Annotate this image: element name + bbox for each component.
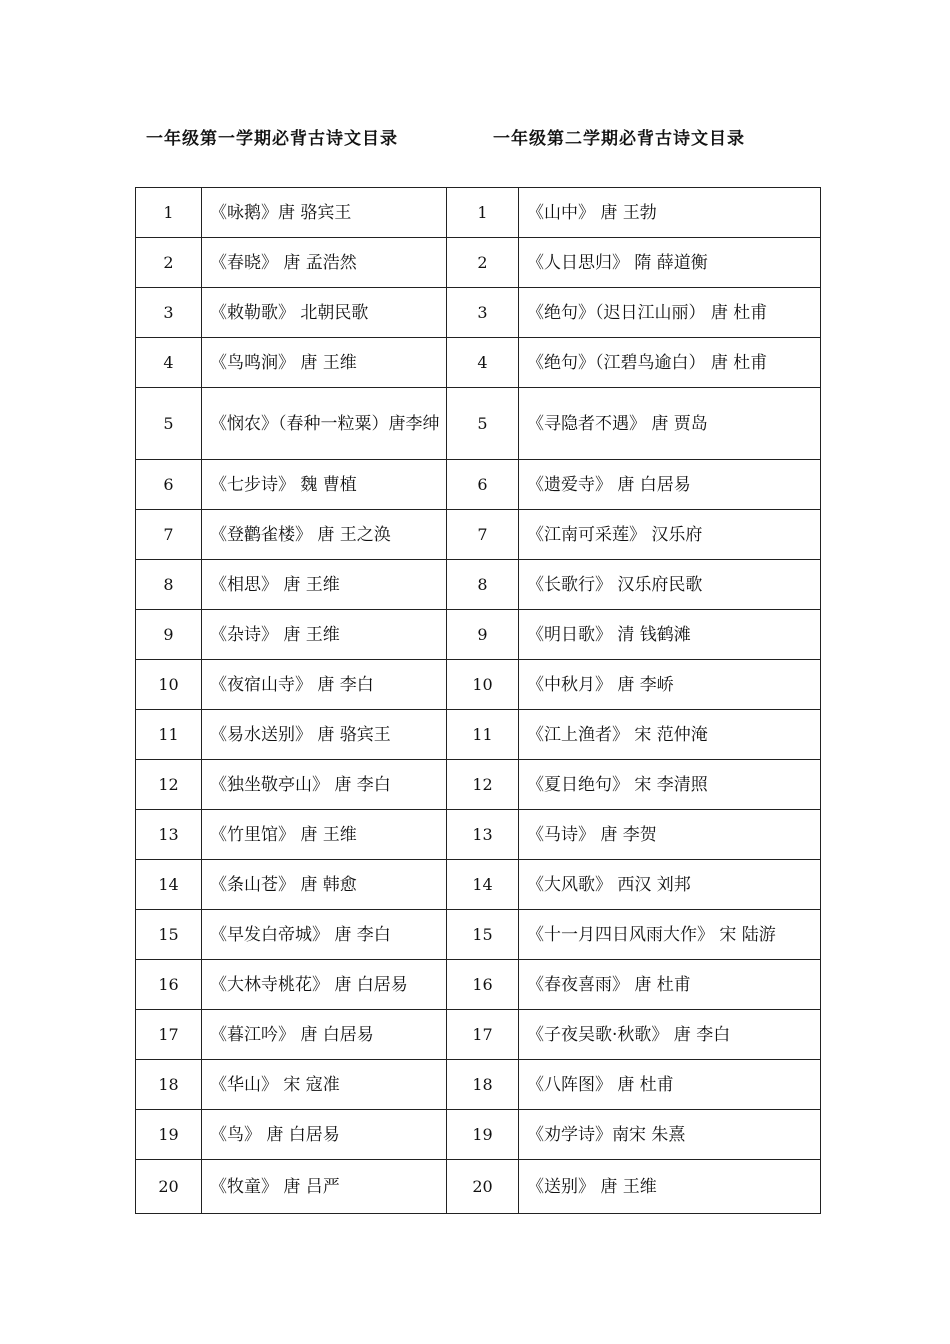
second-semester-poem: 《江上渔者》 宋 范仲淹 xyxy=(519,710,821,760)
first-semester-poem: 《易水送别》 唐 骆宾王 xyxy=(202,710,447,760)
second-semester-poem: 《长歌行》 汉乐府民歌 xyxy=(519,560,821,610)
table-row xyxy=(136,960,821,1010)
first-semester-poem: 《条山苍》 唐 韩愈 xyxy=(202,860,447,910)
first-semester-poem: 《竹里馆》 唐 王维 xyxy=(202,810,447,860)
second-semester-number: 4 xyxy=(447,338,519,388)
table-row xyxy=(136,810,821,860)
poem-list-table xyxy=(135,187,821,1214)
second-semester-poem: 《遗爱寺》 唐 白居易 xyxy=(519,460,821,510)
first-semester-number: 16 xyxy=(136,960,202,1010)
table-row xyxy=(136,238,821,288)
table-row xyxy=(136,760,821,810)
second-semester-poem: 《春夜喜雨》 唐 杜甫 xyxy=(519,960,821,1010)
second-semester-title: 一年级第二学期必背古诗文目录 xyxy=(493,129,745,149)
table-row xyxy=(136,610,821,660)
second-semester-poem: 《寻隐者不遇》 唐 贾岛 xyxy=(519,388,821,460)
table-row xyxy=(136,560,821,610)
second-semester-poem: 《马诗》 唐 李贺 xyxy=(519,810,821,860)
first-semester-number: 17 xyxy=(136,1010,202,1060)
second-semester-number: 12 xyxy=(447,760,519,810)
table-row xyxy=(136,388,821,460)
first-semester-poem: 《夜宿山寺》 唐 李白 xyxy=(202,660,447,710)
first-semester-poem: 《牧童》 唐 吕严 xyxy=(202,1160,447,1214)
second-semester-number: 20 xyxy=(447,1160,519,1214)
table-row xyxy=(136,1060,821,1110)
second-semester-poem: 《山中》 唐 王勃 xyxy=(519,188,821,238)
first-semester-number: 5 xyxy=(136,388,202,460)
first-semester-poem: 《华山》 宋 寇准 xyxy=(202,1060,447,1110)
table-row xyxy=(136,1010,821,1060)
first-semester-poem: 《大林寺桃花》 唐 白居易 xyxy=(202,960,447,1010)
first-semester-number: 11 xyxy=(136,710,202,760)
first-semester-title: 一年级第一学期必背古诗文目录 xyxy=(146,129,398,149)
first-semester-number: 19 xyxy=(136,1110,202,1160)
poem-list-body xyxy=(136,188,821,1214)
second-semester-number: 17 xyxy=(447,1010,519,1060)
table-row xyxy=(136,710,821,760)
table-row xyxy=(136,460,821,510)
first-semester-poem: 《敕勒歌》 北朝民歌 xyxy=(202,288,447,338)
first-semester-number: 4 xyxy=(136,338,202,388)
first-semester-poem: 《杂诗》 唐 王维 xyxy=(202,610,447,660)
first-semester-number: 1 xyxy=(136,188,202,238)
first-semester-poem: 《登鹳雀楼》 唐 王之涣 xyxy=(202,510,447,560)
first-semester-number: 14 xyxy=(136,860,202,910)
second-semester-number: 2 xyxy=(447,238,519,288)
second-semester-number: 15 xyxy=(447,910,519,960)
second-semester-number: 6 xyxy=(447,460,519,510)
second-semester-poem: 《夏日绝句》 宋 李清照 xyxy=(519,760,821,810)
second-semester-number: 1 xyxy=(447,188,519,238)
first-semester-number: 20 xyxy=(136,1160,202,1214)
first-semester-number: 15 xyxy=(136,910,202,960)
second-semester-number: 14 xyxy=(447,860,519,910)
table-row xyxy=(136,510,821,560)
second-semester-number: 9 xyxy=(447,610,519,660)
second-semester-number: 10 xyxy=(447,660,519,710)
first-semester-poem: 《鸟鸣涧》 唐 王维 xyxy=(202,338,447,388)
table-row xyxy=(136,910,821,960)
second-semester-number: 3 xyxy=(447,288,519,338)
first-semester-poem: 《暮江吟》 唐 白居易 xyxy=(202,1010,447,1060)
first-semester-number: 9 xyxy=(136,610,202,660)
first-semester-poem: 《独坐敬亭山》 唐 李白 xyxy=(202,760,447,810)
second-semester-number: 11 xyxy=(447,710,519,760)
second-semester-poem: 《子夜吴歌·秋歌》 唐 李白 xyxy=(519,1010,821,1060)
table-row xyxy=(136,188,821,238)
first-semester-number: 7 xyxy=(136,510,202,560)
first-semester-number: 10 xyxy=(136,660,202,710)
second-semester-poem: 《大风歌》 西汉 刘邦 xyxy=(519,860,821,910)
table-row xyxy=(136,338,821,388)
second-semester-number: 7 xyxy=(447,510,519,560)
second-semester-poem: 《送别》 唐 王维 xyxy=(519,1160,821,1214)
second-semester-poem: 《绝句》（迟日江山丽） 唐 杜甫 xyxy=(519,288,821,338)
first-semester-number: 8 xyxy=(136,560,202,610)
first-semester-poem: 《七步诗》 魏 曹植 xyxy=(202,460,447,510)
first-semester-poem: 《早发白帝城》 唐 李白 xyxy=(202,910,447,960)
second-semester-poem: 《中秋月》 唐 李峤 xyxy=(519,660,821,710)
first-semester-number: 3 xyxy=(136,288,202,338)
table-row xyxy=(136,860,821,910)
table-row xyxy=(136,1160,821,1214)
second-semester-number: 19 xyxy=(447,1110,519,1160)
first-semester-poem: 《相思》 唐 王维 xyxy=(202,560,447,610)
first-semester-number: 13 xyxy=(136,810,202,860)
second-semester-poem: 《江南可采莲》 汉乐府 xyxy=(519,510,821,560)
second-semester-poem: 《八阵图》 唐 杜甫 xyxy=(519,1060,821,1110)
first-semester-number: 18 xyxy=(136,1060,202,1110)
first-semester-poem: 《鸟》 唐 白居易 xyxy=(202,1110,447,1160)
second-semester-number: 13 xyxy=(447,810,519,860)
table-row xyxy=(136,1110,821,1160)
first-semester-number: 2 xyxy=(136,238,202,288)
second-semester-number: 5 xyxy=(447,388,519,460)
second-semester-poem: 《人日思归》 隋 薛道衡 xyxy=(519,238,821,288)
table-row xyxy=(136,660,821,710)
first-semester-poem: 《春晓》 唐 孟浩然 xyxy=(202,238,447,288)
title-row xyxy=(0,124,950,152)
second-semester-number: 18 xyxy=(447,1060,519,1110)
first-semester-poem: 《悯农》（春种一粒粟）唐李绅 xyxy=(202,388,447,460)
second-semester-poem: 《劝学诗》南宋 朱熹 xyxy=(519,1110,821,1160)
second-semester-poem: 《绝句》（江碧鸟逾白） 唐 杜甫 xyxy=(519,338,821,388)
table-row xyxy=(136,288,821,338)
second-semester-poem: 《十一月四日风雨大作》 宋 陆游 xyxy=(519,910,821,960)
first-semester-number: 12 xyxy=(136,760,202,810)
first-semester-number: 6 xyxy=(136,460,202,510)
second-semester-poem: 《明日歌》 清 钱鹤滩 xyxy=(519,610,821,660)
first-semester-poem: 《咏鹅》唐 骆宾王 xyxy=(202,188,447,238)
second-semester-number: 16 xyxy=(447,960,519,1010)
second-semester-number: 8 xyxy=(447,560,519,610)
